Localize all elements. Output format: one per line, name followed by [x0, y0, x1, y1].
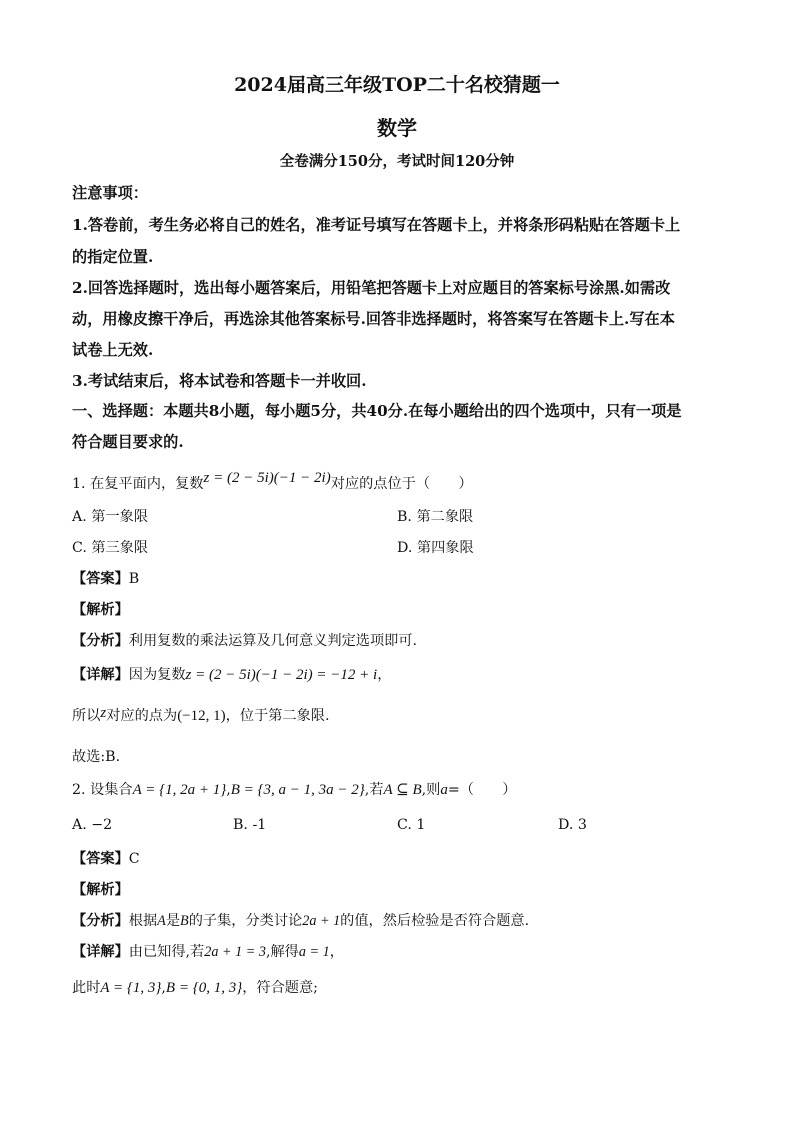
note-3: 3.考试结束后，将本试卷和答题卡一并收回.	[72, 372, 367, 390]
section-heading-line-2: 符合题目要求的.	[72, 433, 184, 451]
question-2-xiangjie	[72, 941, 344, 961]
xj-equation: 2a + 1 = 3	[204, 944, 266, 960]
fenxi-text: 利用复数的乘法运算及几何意义判定选项即可.	[128, 633, 418, 649]
question-1-stem	[72, 470, 473, 493]
xj-solution: a = 1	[298, 944, 330, 960]
conclusion-mid: 对应的点为	[106, 708, 178, 724]
check-suffix: ，符合题意;	[242, 980, 318, 996]
conclusion-point: (−12, 1)	[177, 708, 226, 724]
question-1-option-c: C. 第三象限	[72, 540, 149, 556]
question-2-prefix: 2. 设集合	[72, 782, 133, 798]
question-2-option-d: D. 3	[558, 817, 587, 833]
question-1-answer	[72, 568, 139, 588]
sep: ,	[226, 782, 231, 798]
question-1-formula: z = (2 − 5i)(−1 − 2i)	[203, 470, 331, 486]
fenxi-c: 的子集，分类讨论	[188, 913, 303, 929]
question-2-check	[72, 977, 318, 997]
question-1-option-d: D. 第四象限	[397, 540, 474, 556]
answer-value: C	[128, 851, 140, 867]
xiangjie-formula: z = (2 − 5i)(−1 − 2i) = −12 + i	[185, 667, 378, 683]
question-1-xiangjie	[72, 664, 391, 684]
exam-title: 2024届高三年级TOP二十名校猜题一	[234, 74, 560, 96]
question-2-stem	[72, 779, 516, 799]
fenxi-a: 根据	[128, 913, 158, 929]
equals-blank: =（ ）	[447, 782, 517, 798]
question-1-choose: 故选:B.	[72, 749, 121, 765]
question-2-fenxi	[72, 910, 529, 930]
set-a: A = {1, 2a + 1}	[132, 782, 227, 798]
xiangjie-tag: 【详解】	[72, 944, 129, 960]
xj-a: 由已知得,若	[128, 944, 205, 960]
question-2-analysis-tag: 【解析】	[72, 882, 129, 898]
xj-c: ，	[329, 944, 344, 960]
question-2-option-b: B. -1	[233, 817, 267, 833]
subject-title: 数学	[377, 116, 417, 140]
xiangjie-prefix: 因为复数	[128, 667, 186, 683]
question-1-fenxi	[72, 630, 417, 650]
xj-b: ,解得	[265, 944, 299, 960]
question-1-option-b: B. 第二象限	[397, 509, 474, 525]
check-sep: ,	[161, 980, 166, 996]
question-1-conclusion	[72, 705, 329, 725]
question-1-suffix: 对应的点位于（ ）	[330, 476, 473, 492]
then: ,则	[421, 782, 441, 798]
conclusion-prefix: 所以	[72, 708, 101, 724]
question-1-option-a: A. 第一象限	[72, 509, 149, 525]
fenxi-tag: 【分析】	[72, 913, 129, 929]
xiangjie-suffix: ，	[377, 667, 392, 683]
answer-value: B	[128, 571, 140, 587]
note-1-line-2: 的指定位置.	[72, 248, 154, 266]
fenxi-tag: 【分析】	[72, 633, 129, 649]
question-2-option-a: A. −2	[72, 817, 113, 833]
fenxi-d: 的值，然后检验是否符合题意.	[340, 913, 530, 929]
conclusion-suffix: ，位于第二象限.	[225, 708, 330, 724]
answer-tag: 【答案】	[72, 571, 129, 587]
exam-info: 全卷满分150分，考试时间120分钟	[279, 153, 515, 170]
question-2-option-c: C. 1	[397, 817, 426, 833]
fenxi-set-b: B	[180, 913, 189, 929]
note-2-line-1: 2.回答选择题时，选出每小题答案后，用铅笔把答题卡上对应题目的答案标号涂黑.如需改	[72, 279, 671, 297]
answer-tag: 【答案】	[72, 851, 129, 867]
fenxi-set-a: A	[157, 913, 166, 929]
note-2-line-2: 动，用橡皮擦干净后，再选涂其他答案标号.回答非选择题时，将答案写在答题卡上.写在本	[72, 310, 675, 328]
cond-prefix: ,若	[364, 782, 384, 798]
xiangjie-tag: 【详解】	[72, 667, 129, 683]
check-set-a: A = {1, 3}	[100, 980, 162, 996]
check-prefix: 此时	[72, 980, 101, 996]
set-b: B = {3, a − 1, 3a − 2}	[230, 782, 365, 798]
note-2-line-3: 试卷上无效.	[72, 341, 154, 359]
check-set-b: B = {0, 1, 3}	[165, 980, 243, 996]
conclusion-var: z	[100, 705, 107, 721]
var-a: a	[440, 782, 448, 798]
question-2-answer	[72, 848, 140, 868]
note-1-line-1: 1.答卷前，考生务必将自己的姓名，准考证号填写在答题卡上，并将条形码粘贴在答题卡上	[72, 216, 681, 234]
question-1-analysis-tag: 【解析】	[72, 602, 129, 618]
section-heading-line-1: 一、选择题：本题共8小题，每小题5分，共40分.在每小题给出的四个选项中，只有一项是	[72, 402, 682, 420]
notes-heading: 注意事项：	[72, 184, 148, 202]
condition: A ⊆ B	[383, 782, 422, 798]
fenxi-expr: 2a + 1	[302, 913, 341, 929]
fenxi-b: 是	[165, 913, 181, 929]
question-1-prefix: 1. 在复平面内，复数	[72, 476, 204, 492]
